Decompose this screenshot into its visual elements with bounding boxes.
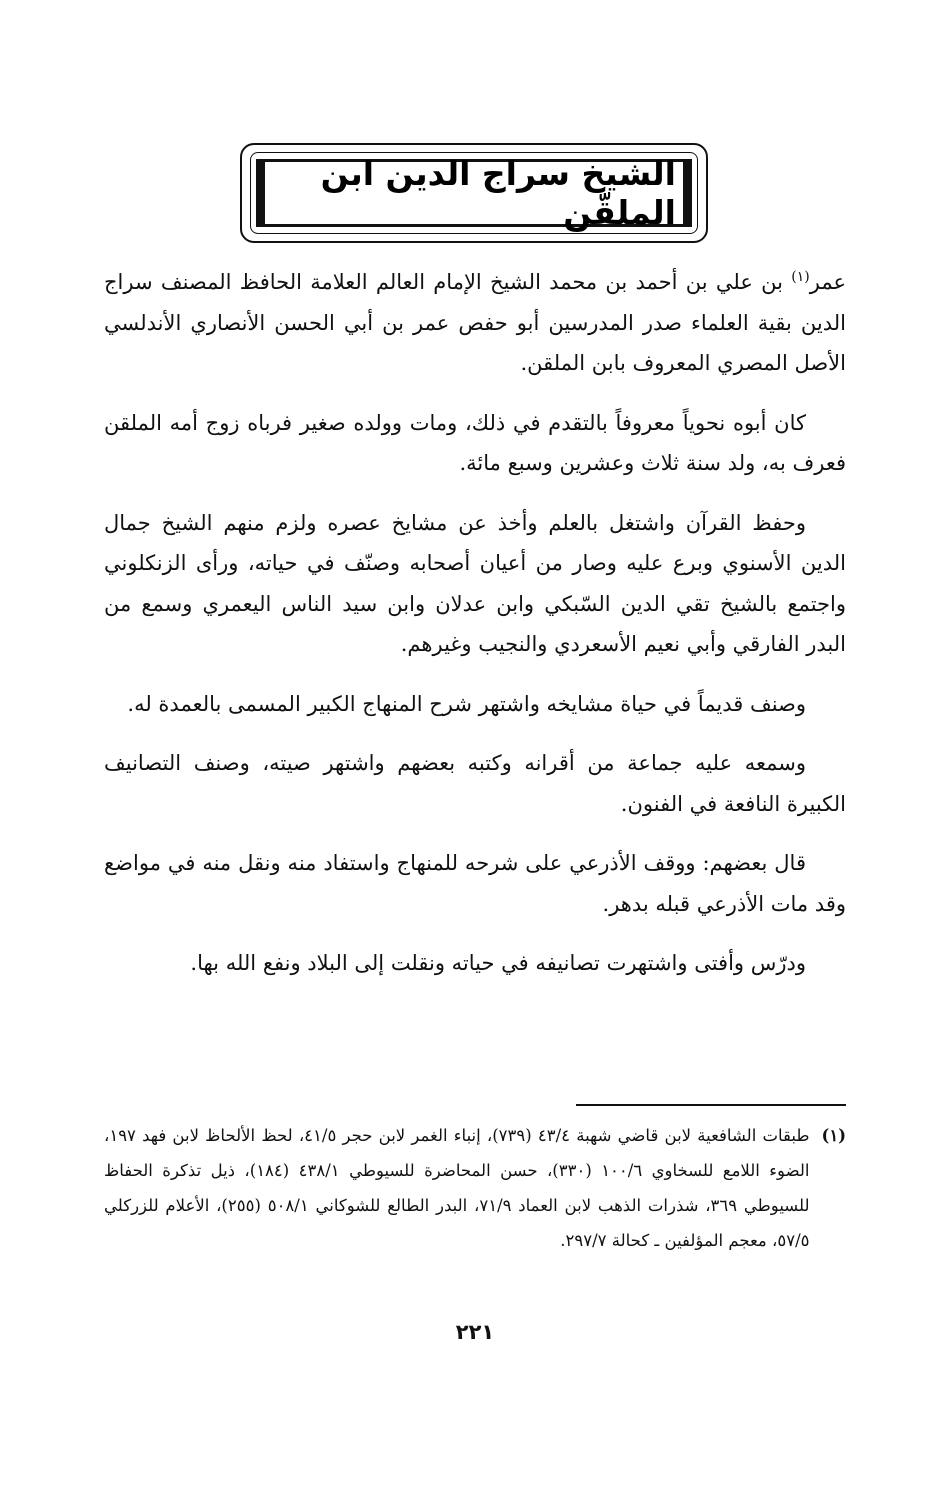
paragraph: وسمعه عليه جماعة من أقرانه وكتبه بعضهم واشتهر صيته، وصنف التصانيف الكبيرة النافعة في الفنون. (104, 751, 846, 816)
intro-name: عمر (809, 270, 846, 294)
paragraph: ودرّس وأفتى واشتهرت تصانيفه في حياته ونقلت إلى البلاد ونفع الله بها. (190, 951, 806, 975)
title-frame (240, 143, 708, 243)
paragraph: وصنف قديماً في حياة مشايخه واشتهر شرح المنهاج الكبير المسمى بالعمدة له. (127, 691, 806, 716)
paragraph: وحفظ القرآن واشتغل بالعلم وأخذ عن مشايخ عصره ولزم منهم الشيخ جمال الدين الأسنوي وبرع عليه وصار من أعيان أصحابه وصنّف في حياته، ورأى الزنكلوني واجتمع بالشيخ تقي الدين السّبكي وابن عدلان وابن سيد الناس اليعمري وسمع من البدر الفارقي وأبي نعيم الأسعردي والنجيب وغيرهم. (104, 510, 846, 656)
footnote-marker: (١) (791, 269, 810, 285)
paragraph: قال بعضهم: ووقف الأذرعي على شرحه للمنهاج واستفاد منه ونقل منه في مواضع وقد مات الأذرعي قبله بدهر. (104, 851, 846, 916)
footnote-text: طبقات الشافعية لابن قاضي شهبة ٤٣/٤ (٧٣٩)، إنباء الغمر لابن حجر ٤١/٥، لحظ الألحاظ لابن فهد ١٩٧، الضوء اللامع للسخاوي ١٠٠/٦ (٣٣٠)، حسن المحاضرة للسيوطي ٤٣٨/١ (١٨٤)، ذيل تذكرة الحفاظ للسيوطي ٣٦٩، شذرات الذهب لابن العماد ٧١/٩، البدر الطالع للشوكاني ٥٠٨/١ (٢٥٥)، الأعلام للزركلي ٥٧/٥، معجم المؤلفين ـ كحالة ٢٩٧/٧. (104, 1126, 810, 1250)
body-text (104, 262, 846, 1003)
chapter-title: الشيخ سراج الدين ابن الملقّن (320, 154, 676, 232)
intro-rest: بن علي بن أحمد بن محمد الشيخ الإمام العالم العلامة الحافظ المصنف سراج الدين بقية العلماء صدر المدرسين أبو حفص عمر بن أبي الحسن الأنصاري الأندلسي الأصل المصري المعروف بابن الملقن. (104, 270, 846, 375)
page-number: ٢٢١ (455, 1320, 495, 1344)
paragraph: كان أبوه نحوياً معروفاً بالتقدم في ذلك، ومات وولده صغير فرباه زوج أمه الملقن فعرف به، ولد سنة ثلاث وعشرين وسبع مائة. (104, 410, 846, 475)
footnote (104, 1118, 846, 1258)
frame-bar-left (256, 159, 265, 227)
footnote-divider (576, 1104, 846, 1106)
frame-bar-right (683, 159, 692, 227)
footnote-number: (١) (821, 1126, 846, 1145)
paragraph-intro (104, 262, 846, 384)
